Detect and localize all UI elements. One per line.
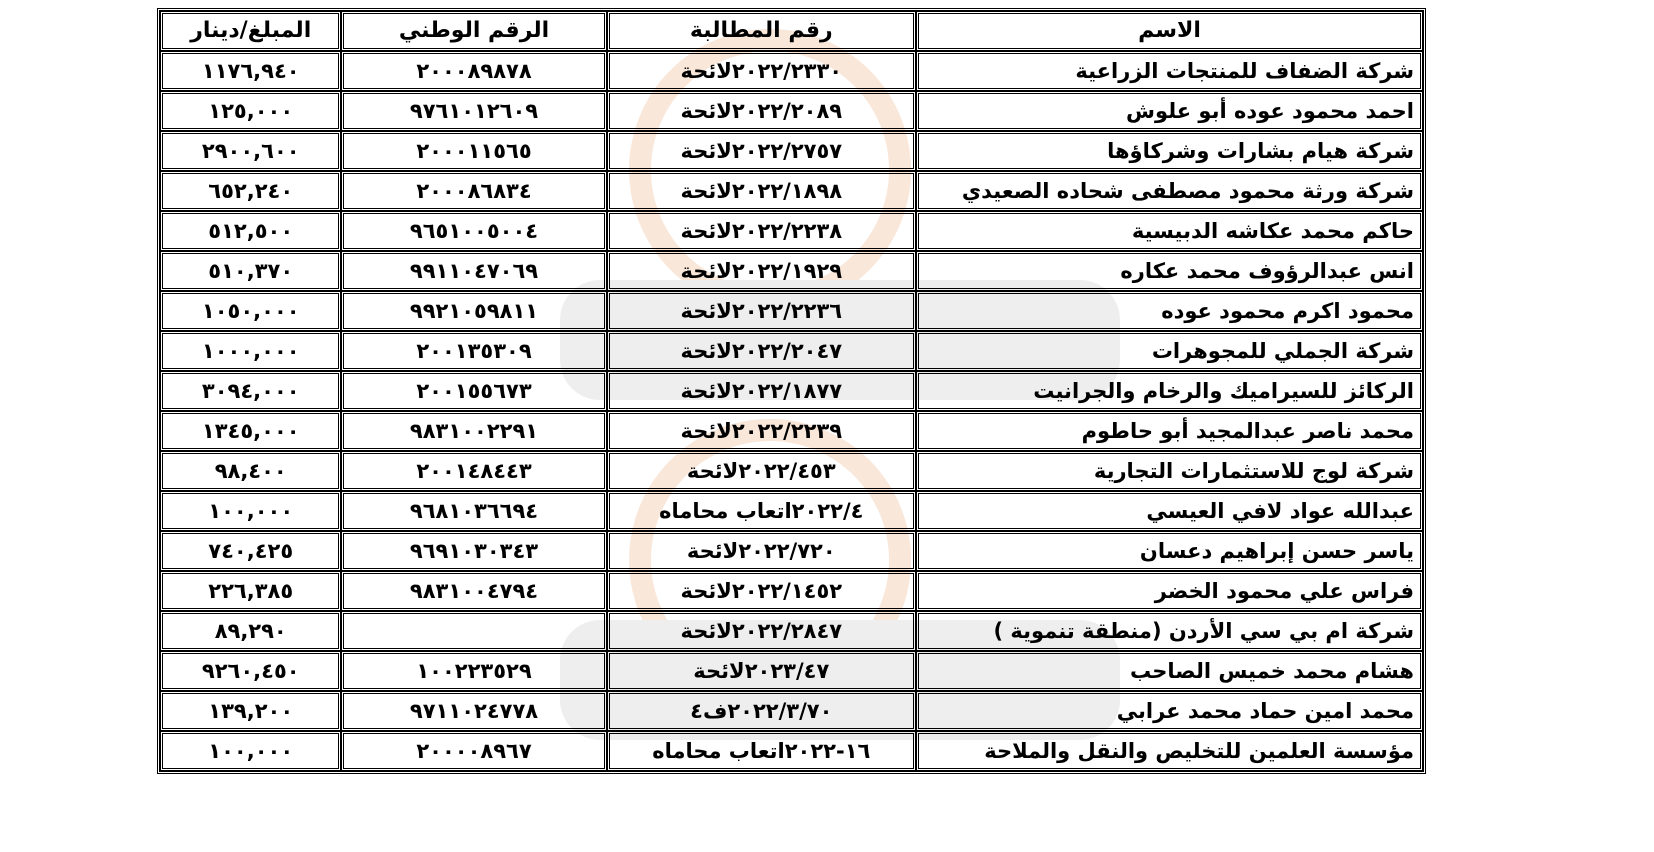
- cell-national-number: ٢٠٠١٥٥٦٧٣: [341, 371, 606, 411]
- table-row: [160, 51, 1423, 91]
- cell-amount: ٢٩٠٠,٦٠٠: [160, 131, 341, 171]
- table-row: [160, 171, 1423, 211]
- cell-amount: ١٠٠,٠٠٠: [160, 731, 341, 771]
- table-row: [160, 91, 1423, 131]
- cell-name: عبدالله عواد لافي العيسي: [916, 491, 1423, 531]
- table-row: [160, 651, 1423, 691]
- cell-name: شركة الجملي للمجوهرات: [916, 331, 1423, 371]
- table-row: [160, 291, 1423, 331]
- table-header-row: [160, 11, 1423, 51]
- cell-claim-number: ١٦-٢٠٢٢اتعاب محاماه: [607, 731, 916, 771]
- cell-name: شركة ام بي سي الأردن (منطقة تنموية ): [916, 611, 1423, 651]
- cell-claim-number: ٢٠٢٢/٢٢٣٦لائحة: [607, 291, 916, 331]
- header-amount: المبلغ/دينار: [160, 11, 341, 51]
- cell-claim-number: ٢٠٢٢/٢٢٣٩لائحة: [607, 411, 916, 451]
- cell-name: محمود اكرم محمود عوده: [916, 291, 1423, 331]
- cell-name: احمد محمود عوده أبو علوش: [916, 91, 1423, 131]
- cell-amount: ١١٧٦,٩٤٠: [160, 51, 341, 91]
- cell-national-number: ٩٧٦١٠١٢٦٠٩: [341, 91, 606, 131]
- cell-name: ياسر حسن إبراهيم دعسان: [916, 531, 1423, 571]
- cell-name: مؤسسة العلمين للتخليص والنقل والملاحة: [916, 731, 1423, 771]
- table-row: [160, 611, 1423, 651]
- cell-national-number: ٩٦٥١٠٠٥٠٠٤: [341, 211, 606, 251]
- table-row: [160, 531, 1423, 571]
- cell-claim-number: ٢٠٢٢/٧٢٠لائحة: [607, 531, 916, 571]
- cell-name: محمد ناصر عبدالمجيد أبو حاطوم: [916, 411, 1423, 451]
- cell-claim-number: ٢٠٢٢/١٨٧٧لائحة: [607, 371, 916, 411]
- cell-national-number: ٩٧١١٠٢٤٧٧٨: [341, 691, 606, 731]
- header-national-number: الرقم الوطني: [341, 11, 606, 51]
- table-row: [160, 571, 1423, 611]
- cell-claim-number: ٢٠٢٢/٢٢٣٨لائحة: [607, 211, 916, 251]
- cell-claim-number: ٢٠٢٢/٢٠٤٧لائحة: [607, 331, 916, 371]
- cell-national-number: ٩٦٩١٠٣٠٣٤٣: [341, 531, 606, 571]
- cell-claim-number: ٢٠٢٢/٢٣٣٠لائحة: [607, 51, 916, 91]
- table-row: [160, 251, 1423, 291]
- table-row: [160, 691, 1423, 731]
- header-name: الاسم: [916, 11, 1423, 51]
- cell-amount: ١٣٤٥,٠٠٠: [160, 411, 341, 451]
- cell-amount: ١٠٠,٠٠٠: [160, 491, 341, 531]
- cell-amount: ٦٥٢,٢٤٠: [160, 171, 341, 211]
- cell-name: محمد امين حماد محمد عرابي: [916, 691, 1423, 731]
- table-row: [160, 211, 1423, 251]
- cell-amount: ٩٨,٤٠٠: [160, 451, 341, 491]
- cell-claim-number: ٢٠٢٢/١٨٩٨لائحة: [607, 171, 916, 211]
- table-row: [160, 491, 1423, 531]
- cell-claim-number: ٢٠٢٢/٣/٧٠ف٤: [607, 691, 916, 731]
- table-row: [160, 331, 1423, 371]
- table-body: [160, 51, 1423, 771]
- cell-national-number: ٢٠٠١٣٥٣٠٩: [341, 331, 606, 371]
- cell-national-number: ٢٠٠١٤٨٤٤٣: [341, 451, 606, 491]
- cell-amount: ٣٠٩٤,٠٠٠: [160, 371, 341, 411]
- header-claim-number: رقم المطالبة: [607, 11, 916, 51]
- cell-name: شركة لوج للاستثمارات التجارية: [916, 451, 1423, 491]
- cell-national-number: ٩٨٣١٠٠٢٢٩١: [341, 411, 606, 451]
- cell-amount: ١٣٩,٢٠٠: [160, 691, 341, 731]
- table-row: [160, 731, 1423, 771]
- cell-claim-number: ٢٠٢٢/١٤٥٢لائحة: [607, 571, 916, 611]
- cell-amount: ١٠٠٠,٠٠٠: [160, 331, 341, 371]
- table-row: [160, 451, 1423, 491]
- cell-amount: ٨٩,٢٩٠: [160, 611, 341, 651]
- cell-name: شركة الضفاف للمنتجات الزراعية: [916, 51, 1423, 91]
- cell-amount: ٥١٠,٣٧٠: [160, 251, 341, 291]
- cell-national-number: [341, 611, 606, 651]
- cell-amount: ١٢٥,٠٠٠: [160, 91, 341, 131]
- table-row: [160, 371, 1423, 411]
- cell-national-number: ٢٠٠٠٨٦٨٣٤: [341, 171, 606, 211]
- cell-claim-number: ٢٠٢٢/٤اتعاب محاماه: [607, 491, 916, 531]
- cell-national-number: ٩٨٣١٠٠٤٧٩٤: [341, 571, 606, 611]
- cell-name: شركة ورثة محمود مصطفى شحاده الصعيدي: [916, 171, 1423, 211]
- cell-amount: ٧٤٠,٤٢٥: [160, 531, 341, 571]
- cell-amount: ٩٢٦٠,٤٥٠: [160, 651, 341, 691]
- cell-claim-number: ٢٠٢٣/٤٧لائحة: [607, 651, 916, 691]
- cell-claim-number: ٢٠٢٢/٢٧٥٧لائحة: [607, 131, 916, 171]
- cell-amount: ١٠٥٠,٠٠٠: [160, 291, 341, 331]
- cell-national-number: ٢٠٠٠٠٨٩٦٧: [341, 731, 606, 771]
- cell-national-number: ٩٦٨١٠٣٦٦٩٤: [341, 491, 606, 531]
- cell-national-number: ٩٩١١٠٤٧٠٦٩: [341, 251, 606, 291]
- cell-claim-number: ٢٠٢٢/١٩٢٩لائحة: [607, 251, 916, 291]
- cell-name: الركائز للسيراميك والرخام والجرانيت: [916, 371, 1423, 411]
- cell-amount: ٥١٢,٥٠٠: [160, 211, 341, 251]
- cell-national-number: ٢٠٠٠٨٩٨٧٨: [341, 51, 606, 91]
- cell-name: انس عبدالرؤوف محمد عكاره: [916, 251, 1423, 291]
- cell-national-number: ٢٠٠٠١١٥٦٥: [341, 131, 606, 171]
- cell-amount: ٢٢٦,٣٨٥: [160, 571, 341, 611]
- claims-table: [157, 8, 1426, 774]
- cell-national-number: ١٠٠٢٢٣٥٢٩: [341, 651, 606, 691]
- table-row: [160, 411, 1423, 451]
- cell-name: شركة هيام بشارات وشركاؤها: [916, 131, 1423, 171]
- cell-name: فراس علي محمود الخضر: [916, 571, 1423, 611]
- cell-claim-number: ٢٠٢٢/٤٥٣لائحة: [607, 451, 916, 491]
- cell-claim-number: ٢٠٢٢/٢٨٤٧لائحة: [607, 611, 916, 651]
- cell-name: حاكم محمد عكاشه الدبيسية: [916, 211, 1423, 251]
- table-row: [160, 131, 1423, 171]
- cell-claim-number: ٢٠٢٢/٢٠٨٩لائحة: [607, 91, 916, 131]
- cell-name: هشام محمد خميس الصاحب: [916, 651, 1423, 691]
- cell-national-number: ٩٩٢١٠٥٩٨١١: [341, 291, 606, 331]
